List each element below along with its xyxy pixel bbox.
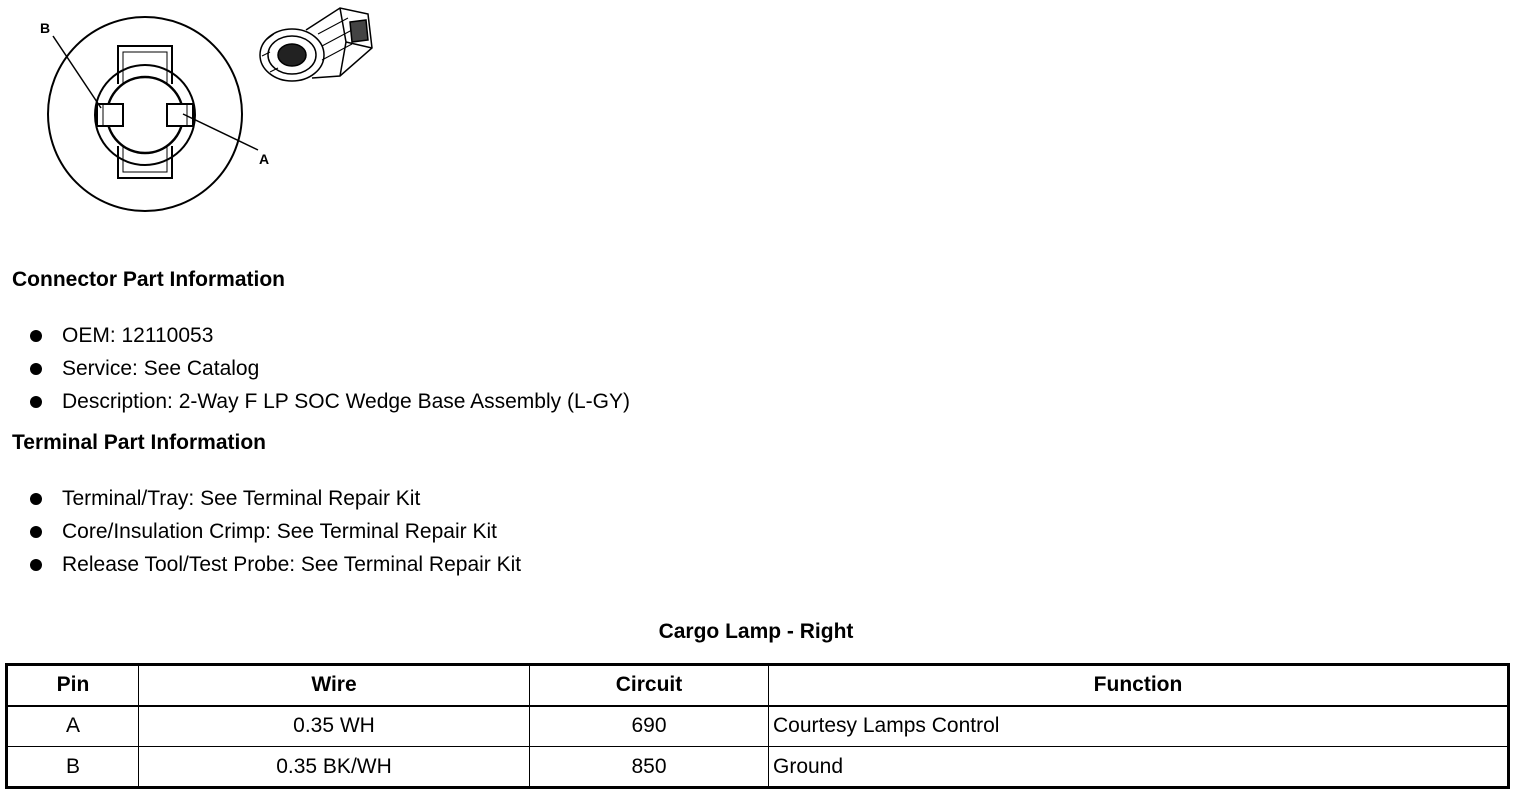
table-row [7,747,1509,788]
list-item [0,515,521,548]
terminal-info-list [0,482,521,581]
header-function: Function [769,665,1509,706]
bullet-icon [30,396,42,408]
cell-pin: B [7,747,139,788]
oem-text: OEM: 12110053 [62,324,214,347]
bullet-icon [30,363,42,375]
bullet-icon [30,493,42,505]
cell-wire: 0.35 BK/WH [139,747,530,788]
connector-diagram [0,0,400,225]
terminal-info-heading: Terminal Part Information [12,431,266,454]
connector-info-list [0,319,630,418]
cell-function: Ground [769,747,1509,788]
terminal-a-slot [167,104,193,126]
bullet-icon [30,330,42,342]
list-item [0,385,630,418]
header-circuit: Circuit [530,665,769,706]
connector-3d-view [260,8,372,81]
label-a: A [259,151,270,167]
description-text: Description: 2-Way F LP SOC Wedge Base Assembly (L-GY) [62,390,630,413]
list-item [0,482,521,515]
bullet-icon [30,526,42,538]
cell-circuit: 690 [530,706,769,747]
connector-info-heading: Connector Part Information [12,268,286,291]
label-b: B [40,20,51,36]
terminal-tray-text: Terminal/Tray: See Terminal Repair Kit [62,487,421,510]
table-title: Cargo Lamp - Right [658,620,854,643]
list-item [0,548,521,581]
list-item [0,352,630,385]
cell-function: Courtesy Lamps Control [769,706,1509,747]
cell-wire: 0.35 WH [139,706,530,747]
list-item [0,319,630,352]
table-header-row [7,665,1509,706]
leader-b [53,36,101,108]
cell-circuit: 850 [530,747,769,788]
table-row [7,706,1509,747]
release-tool-text: Release Tool/Test Probe: See Terminal Repair Kit [62,553,522,576]
bullet-icon [30,559,42,571]
header-pin: Pin [7,665,139,706]
header-wire: Wire [139,665,530,706]
crimp-text: Core/Insulation Crimp: See Terminal Repair Kit [62,520,497,543]
pin-table [5,663,1510,789]
cell-pin: A [7,706,139,747]
leader-a [183,114,258,150]
service-text: Service: See Catalog [62,357,260,380]
